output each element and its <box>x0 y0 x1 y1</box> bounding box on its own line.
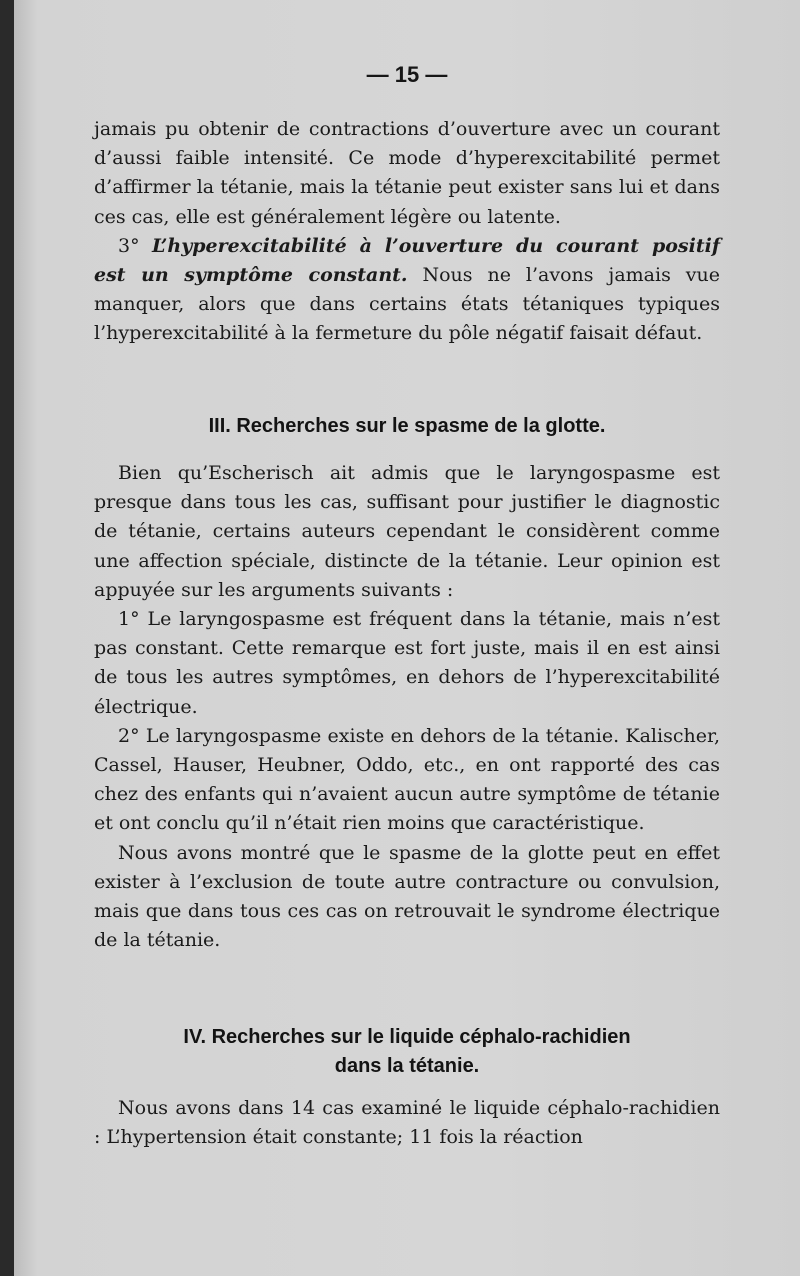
paragraph: 2° Le laryngospasme existe en dehors de la tétanie. Kalischer, Cassel, Hauser, Heubner, Oddo, etc., en ont rapporté des cas chez des enfants qui n’avaient aucun autre symptôme de tétanie et ont conclu qu’il n’était rien moins que caractéristique. <box>94 724 720 835</box>
heading-line: dans la tétanie. <box>334 1055 480 1077</box>
book-page <box>14 0 800 1276</box>
text-block-glottis-spasm <box>94 459 720 955</box>
paragraph: Nous avons dans 14 cas examiné le liquide céphalo-rachidien : L’hypertension était constante; 11 fois la réaction <box>94 1097 720 1149</box>
section-heading-iii: III. Recherches sur le spasme de la glotte. <box>208 415 606 437</box>
paragraph: Nous avons montré que le spasme de la glotte peut en effet exister à l’exclusion de toute autre contracture ou convulsion, mais que dans tous ces cas on retrouvait le syndrome électrique de la tétanie. <box>94 841 720 952</box>
heading-line: IV. Recherches sur le liquide céphalo-rachidien <box>183 1026 631 1048</box>
paragraph: Bien qu’Escherisch ait admis que le laryngospasme est presque dans tous les cas, suffisant pour justifier le diagnostic de tétanie, certains auteurs cependant le considèrent comme une affection spéciale, distincte de la tétanie. Leur opinion est appuyée sur les arguments suivants : <box>94 462 720 601</box>
text-block-csf <box>94 1094 720 1152</box>
paragraph: 1° Le laryngospasme est fréquent dans la tétanie, mais n’est pas constant. Cette remarque est fort juste, mais il en est ainsi de tous les autres symptômes, en dehors de l’hyperexcitabilité électrique. <box>94 608 720 718</box>
emphasized-statement: L’hyperexcitabilité à l’ouverture du courant positif est un symptôme constant. <box>94 234 720 287</box>
list-number: 3° <box>118 234 140 257</box>
paragraph <box>94 232 720 349</box>
paragraph-continuation: Nous ne l’avons jamais vue manquer, alors que dans certains états tétaniques typiques l’hyperexcitabilité à la fermeture du pôle négatif faisait défaut. <box>94 264 720 345</box>
paragraph: jamais pu obtenir de contractions d’ouverture avec un courant d’aussi faible intensité. Ce mode d’hyperexcitabilité permet d’affirmer la tétanie, mais la tétanie peut exister sans lui et dans ces cas, elle est généralement légère ou latente. <box>94 118 720 228</box>
text-block-hyperexcitability <box>94 115 720 349</box>
section-heading-iv <box>94 1023 720 1081</box>
page-number: — 15 — <box>366 62 448 87</box>
